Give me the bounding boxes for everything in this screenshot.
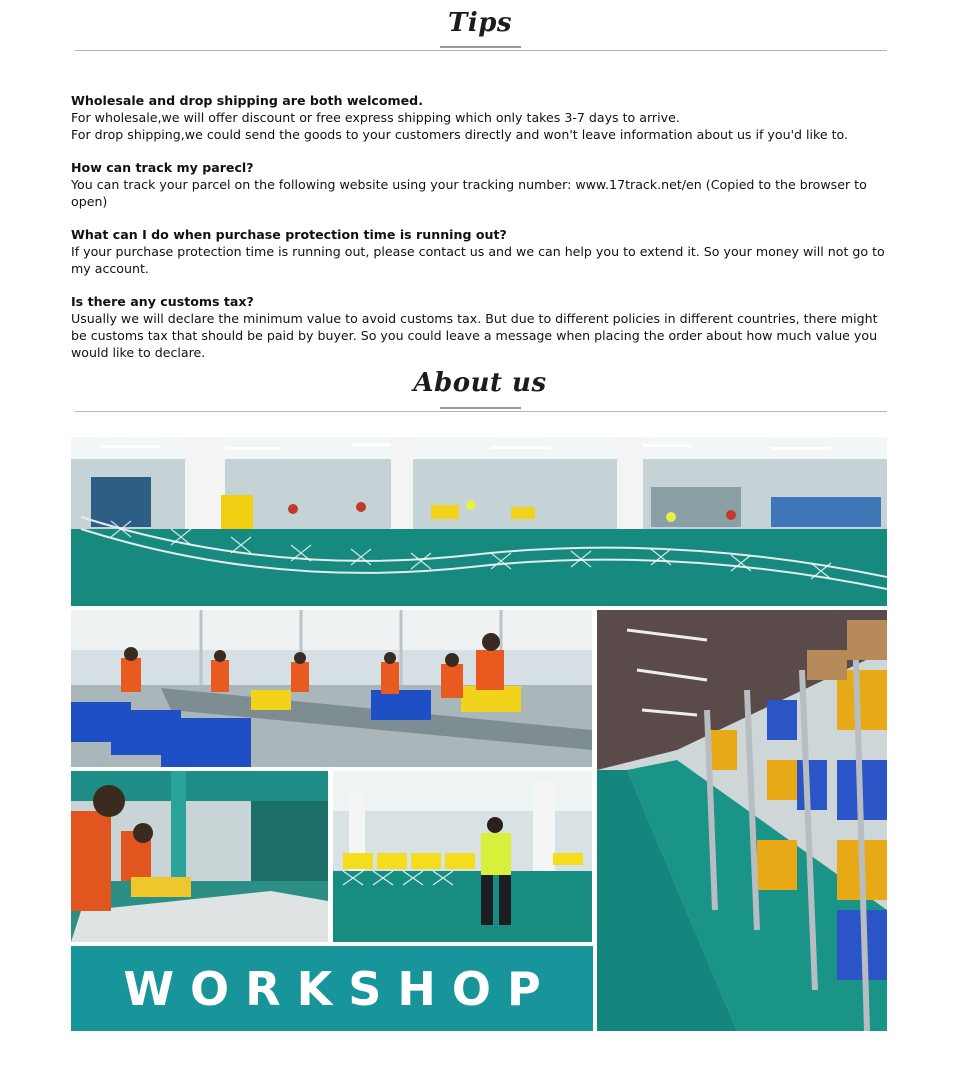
tip-question: Is there any customs tax? <box>71 294 254 309</box>
tips-list <box>71 92 891 377</box>
tips-title: Tips <box>447 8 513 38</box>
tip-answer: For drop shipping,we could send the goods to your customers directly and won't leave information about us if you'd like to. <box>71 127 849 142</box>
workshop-banner-text: WORKSHOP <box>123 961 557 1016</box>
tip-answer: For wholesale,we will offer discount or free express shipping which only takes 3-7 days to arrive. <box>71 110 680 125</box>
workers-conveyor-photo <box>71 610 592 767</box>
warehouse-panorama-photo <box>71 437 887 606</box>
tip-question: Wholesale and drop shipping are both welcomed. <box>71 93 423 108</box>
about-divider <box>75 411 887 412</box>
tips-divider <box>75 50 887 51</box>
tip-item-customs <box>71 293 891 361</box>
tip-item-tracking <box>71 159 891 210</box>
tip-item-protection <box>71 226 891 277</box>
tip-question: What can I do when purchase protection time is running out? <box>71 227 507 242</box>
tip-answer: Usually we will declare the minimum value to avoid customs tax. But due to different policies in different countries, there might be customs tax that should be paid by buyer. So you could leave a message when placing the order about how much value you would like to declare. <box>71 311 878 360</box>
tip-answer: You can track your parcel on the following website using your tracking number: www.17track.net/en (Copied to the browser to open) <box>71 177 867 209</box>
about-divider-accent <box>440 407 521 409</box>
tip-item-wholesale <box>71 92 891 143</box>
shelving-aisle-photo <box>597 610 887 1031</box>
tips-divider-accent <box>440 46 521 48</box>
about-title: About us <box>413 368 547 398</box>
worker-vest-photo <box>333 771 592 942</box>
tip-answer: If your purchase protection time is running out, please contact us and we can help you to extend it. So your money will not go to my account. <box>71 244 885 276</box>
tip-question: How can track my parecl? <box>71 160 254 175</box>
workshop-banner <box>71 946 593 1031</box>
worker-packing-photo <box>71 771 328 942</box>
